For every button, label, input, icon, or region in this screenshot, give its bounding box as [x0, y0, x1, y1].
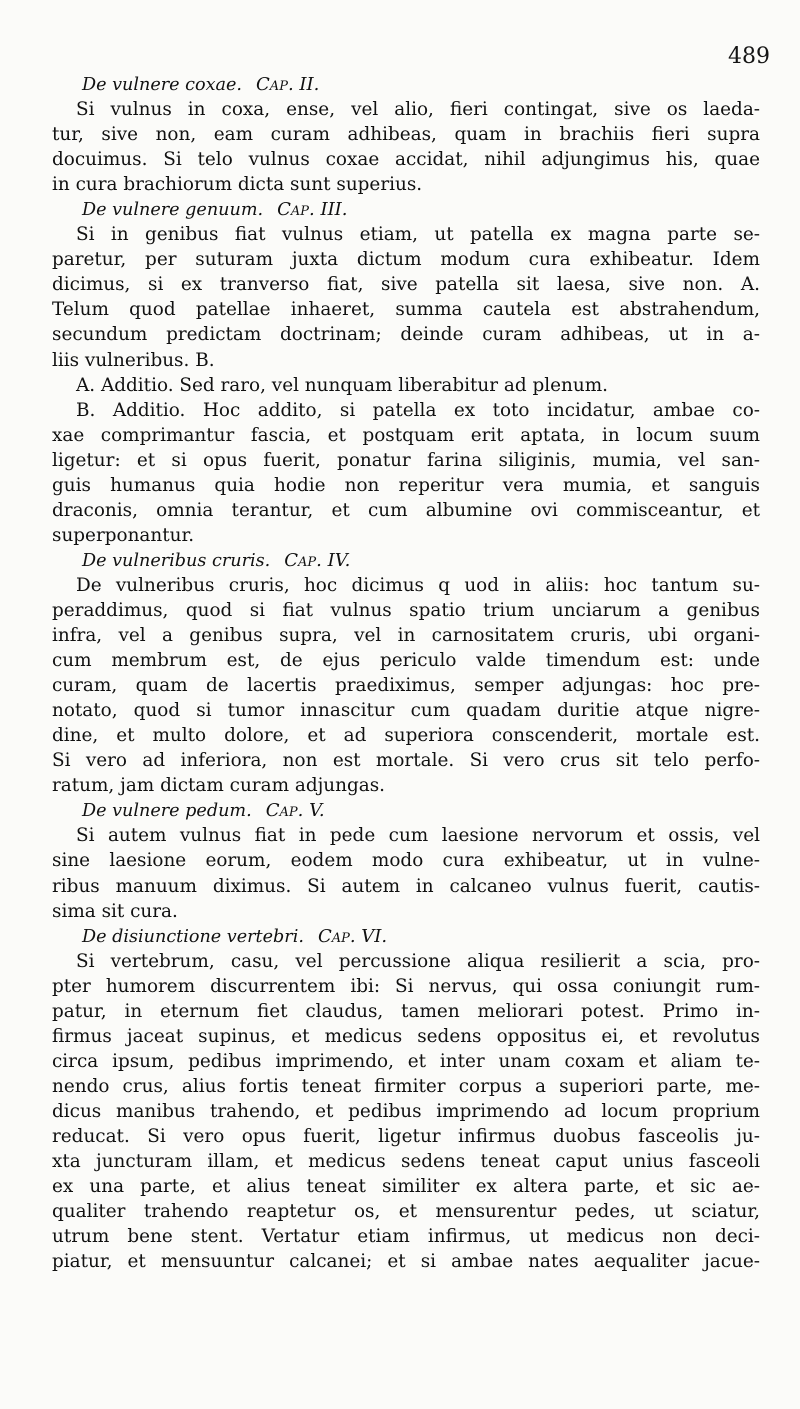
text-line: paretur, per suturam juxta dictum modum cura exhibeatur. Idem — [52, 249, 760, 271]
chapter-number: Cap. V. — [265, 800, 325, 822]
text-line: dicus manibus trahendo, et pedibus imprimendo ad locum proprium — [52, 1100, 760, 1122]
page-number: 489 — [728, 44, 770, 69]
body-text — [52, 72, 760, 1274]
text-line: curam, quam de lacertis praediximus, semper adjungas: hoc pre- — [52, 675, 760, 697]
text-line: Si vertebrum, casu, vel percussione aliqua resilierit a scia, pro- — [76, 950, 760, 972]
text-line: pter humorem discurrentem ibi: Si nervus, qui ossa coniungit rum- — [52, 975, 760, 997]
text-line: qualiter trahendo reaptetur os, et mensurentur pedes, ut sciatur, — [52, 1201, 760, 1223]
text-line: xta juncturam illam, et medicus sedens teneat caput unius fasceoli — [52, 1151, 760, 1173]
text-line: nendo crus, alius fortis teneat firmiter corpus a superiori parte, me- — [52, 1075, 760, 1097]
text-line: ligetur: et si opus fuerit, ponatur farina siliginis, mumia, vel san- — [52, 449, 760, 471]
text-line: notato, quod si tumor innascitur cum quadam duritie atque nigre- — [52, 700, 760, 722]
text-line: tur, sive non, eam curam adhibeas, quam in brachiis fieri supra — [52, 124, 760, 146]
chapter-number: Cap. II. — [256, 74, 320, 95]
text-line: cum membrum est, de ejus periculo valde timendum est: unde — [52, 650, 760, 672]
chapter-number: Cap. III. — [277, 199, 348, 221]
text-line: peraddimus, quod si fiat vulnus spatio trium unciarum a genibus — [52, 599, 760, 621]
text-line: Si in genibus fiat vulnus etiam, ut patella ex magna parte se- — [76, 224, 760, 246]
text-line: sine laesione eorum, eodem modo cura exhibeatur, ut in vulne- — [52, 850, 760, 872]
text-line: B. Additio. Hoc addito, si patella ex toto incidatur, ambae co- — [76, 399, 760, 421]
chapter-title: De vulnere pedum. — [82, 801, 252, 822]
text-line: patur, in eternum fiet claudus, tamen meliorari potest. Primo in- — [52, 1000, 760, 1022]
chapter-title: De vulnere coxae. — [82, 75, 243, 95]
chapter-heading — [52, 197, 760, 222]
text-line: utrum bene stent. Vertatur etiam infirmus, ut medicus non deci- — [52, 1226, 760, 1248]
text-line: secundum predictam doctrinam; deinde curam adhibeas, ut in a- — [52, 324, 760, 346]
text-line: Si vulnus in coxa, ense, vel alio, fieri contingat, sive os laeda- — [76, 99, 760, 121]
text-line: in cura brachiorum dicta sunt superius. — [52, 174, 423, 196]
text-line: xae comprimantur fascia, et postquam erit aptata, in locum suum — [52, 424, 760, 446]
text-line: superponantur. — [52, 524, 195, 546]
chapter-title: De vulnere genuum. — [82, 200, 264, 221]
text-line: sima sit cura. — [52, 900, 178, 922]
chapter-heading — [52, 924, 760, 949]
text-line: circa ipsum, pedibus imprimendo, et inter unam coxam et aliam te- — [52, 1050, 760, 1072]
text-line: Si vero ad inferiora, non est mortale. Si vero crus sit telo perfo- — [52, 750, 760, 772]
chapter-heading — [52, 72, 760, 97]
text-line: docuimus. Si telo vulnus coxae accidat, nihil adjungimus his, quae — [52, 149, 760, 171]
text-line: dine, et multo dolore, et ad superiora conscenderit, mortale est. — [52, 725, 760, 747]
chapter-heading — [52, 798, 760, 823]
chapter-heading — [52, 548, 760, 573]
text-line: dicimus, si ex tranverso fiat, sive patella sit laesa, sive non. A. — [52, 274, 760, 296]
text-line: piatur, et mensuuntur calcanei; et si ambae nates aequaliter jacue- — [52, 1251, 760, 1273]
text-line: guis humanus quia hodie non reperitur vera mumia, et sanguis — [52, 474, 760, 496]
chapter-title: De vulneribus cruris. — [82, 550, 271, 571]
chapter-number: Cap. IV. — [284, 549, 351, 571]
text-line: liis vulneribus. B. — [52, 349, 215, 371]
chapter-title: De disiunctione vertebri. — [82, 926, 304, 947]
chapter-number: Cap. VI. — [317, 925, 388, 947]
text-line: ribus manuum diximus. Si autem in calcaneo vulnus fuerit, cautis- — [52, 875, 760, 897]
text-line: Si autem vulnus fiat in pede cum laesione nervorum et ossis, vel — [76, 825, 760, 847]
text-line: draconis, omnia terantur, et cum albumine ovi commisceantur, et — [52, 499, 760, 521]
text-line: Telum quod patellae inhaeret, summa cautela est abstrahendum, — [52, 299, 760, 321]
text-line: infra, vel a genibus supra, vel in carnositatem cruris, ubi organi- — [52, 625, 760, 647]
text-line: ratum, jam dictam curam adjungas. — [52, 775, 385, 797]
text-line: De vulneribus cruris, hoc dicimus q uod in aliis: hoc tantum su- — [76, 574, 760, 596]
text-line: ex una parte, et alius teneat similiter ex altera parte, et sic ae- — [52, 1176, 760, 1198]
text-line: reducat. Si vero opus fuerit, ligetur infirmus duobus fasceolis ju- — [52, 1125, 760, 1147]
text-line: firmus jaceat supinus, et medicus sedens oppositus ei, et revolutus — [52, 1025, 760, 1047]
text-line: A. Additio. Sed raro, vel nunquam liberabitur ad plenum. — [76, 374, 608, 396]
